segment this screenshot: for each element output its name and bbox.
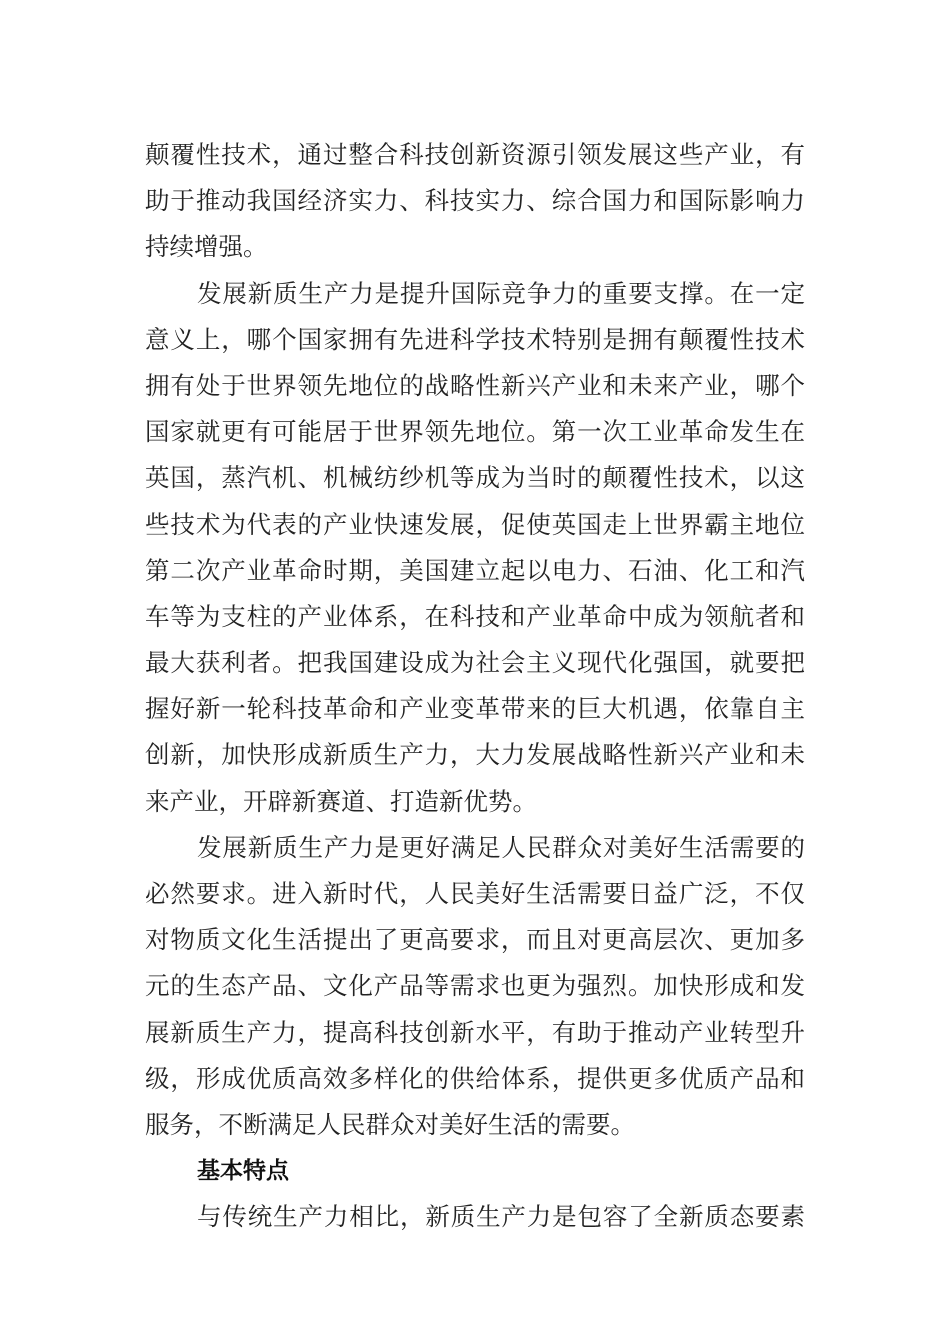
paragraph-line: 持续增强。 <box>145 232 268 262</box>
paragraph-line: 服务，不断满足人民群众对美好生活的需要。 <box>145 1109 635 1139</box>
paragraph-line: 第二次产业革命时期，美国建立起以电力、石油、化工和汽 <box>145 555 805 585</box>
section-heading: 基本特点 <box>197 1158 289 1185</box>
paragraph-line: 发展新质生产力是更好满足人民群众对美好生活需要的 <box>197 832 805 862</box>
paragraph-line: 级，形成优质高效多样化的供给体系，提供更多优质产品和 <box>145 1063 805 1093</box>
paragraph-line: 意义上，哪个国家拥有先进科学技术特别是拥有颠覆性技术 <box>145 324 805 354</box>
paragraph-line: 对物质文化生活提出了更高要求，而且对更高层次、更加多 <box>145 925 805 955</box>
paragraph-line: 发展新质生产力是提升国际竞争力的重要支撑。在一定 <box>197 278 805 308</box>
paragraph-line: 拥有处于世界领先地位的战略性新兴产业和未来产业，哪个 <box>145 370 805 400</box>
paragraph-line: 来产业，开辟新赛道、打造新优势。 <box>145 786 537 816</box>
paragraph-line: 英国，蒸汽机、机械纺纱机等成为当时的颠覆性技术，以这 <box>145 463 805 493</box>
paragraph-line: 元的生态产品、文化产品等需求也更为强烈。加快形成和发 <box>145 971 805 1001</box>
paragraph-1 <box>145 132 805 271</box>
paragraph-line: 创新，加快形成新质生产力，大力发展战略性新兴产业和未 <box>145 740 805 770</box>
paragraph-3 <box>145 825 805 1148</box>
paragraph-line: 最大获利者。把我国建设成为社会主义现代化强国，就要把 <box>145 648 805 678</box>
paragraph-line: 握好新一轮科技革命和产业变革带来的巨大机遇，依靠自主 <box>145 694 805 724</box>
paragraph-4 <box>145 1194 805 1240</box>
paragraph-2 <box>145 271 805 825</box>
paragraph-line: 车等为支柱的产业体系，在科技和产业革命中成为领航者和 <box>145 601 805 631</box>
paragraph-line: 与传统生产力相比，新质生产力是包容了全新质态要素 <box>197 1202 805 1232</box>
paragraph-line: 助于推动我国经济实力、科技实力、综合国力和国际影响力 <box>145 186 805 216</box>
paragraph-line: 颠覆性技术，通过整合科技创新资源引领发展这些产业，有 <box>145 140 805 169</box>
paragraph-line: 展新质生产力，提高科技创新水平，有助于推动产业转型升 <box>145 1017 805 1047</box>
paragraph-line: 必然要求。进入新时代，人民美好生活需要日益广泛，不仅 <box>145 879 805 908</box>
document-body <box>145 132 805 1241</box>
paragraph-line: 些技术为代表的产业快速发展，促使英国走上世界霸主地位 <box>145 509 805 539</box>
paragraph-line: 国家就更有可能居于世界领先地位。第一次工业革命发生在 <box>145 417 805 447</box>
